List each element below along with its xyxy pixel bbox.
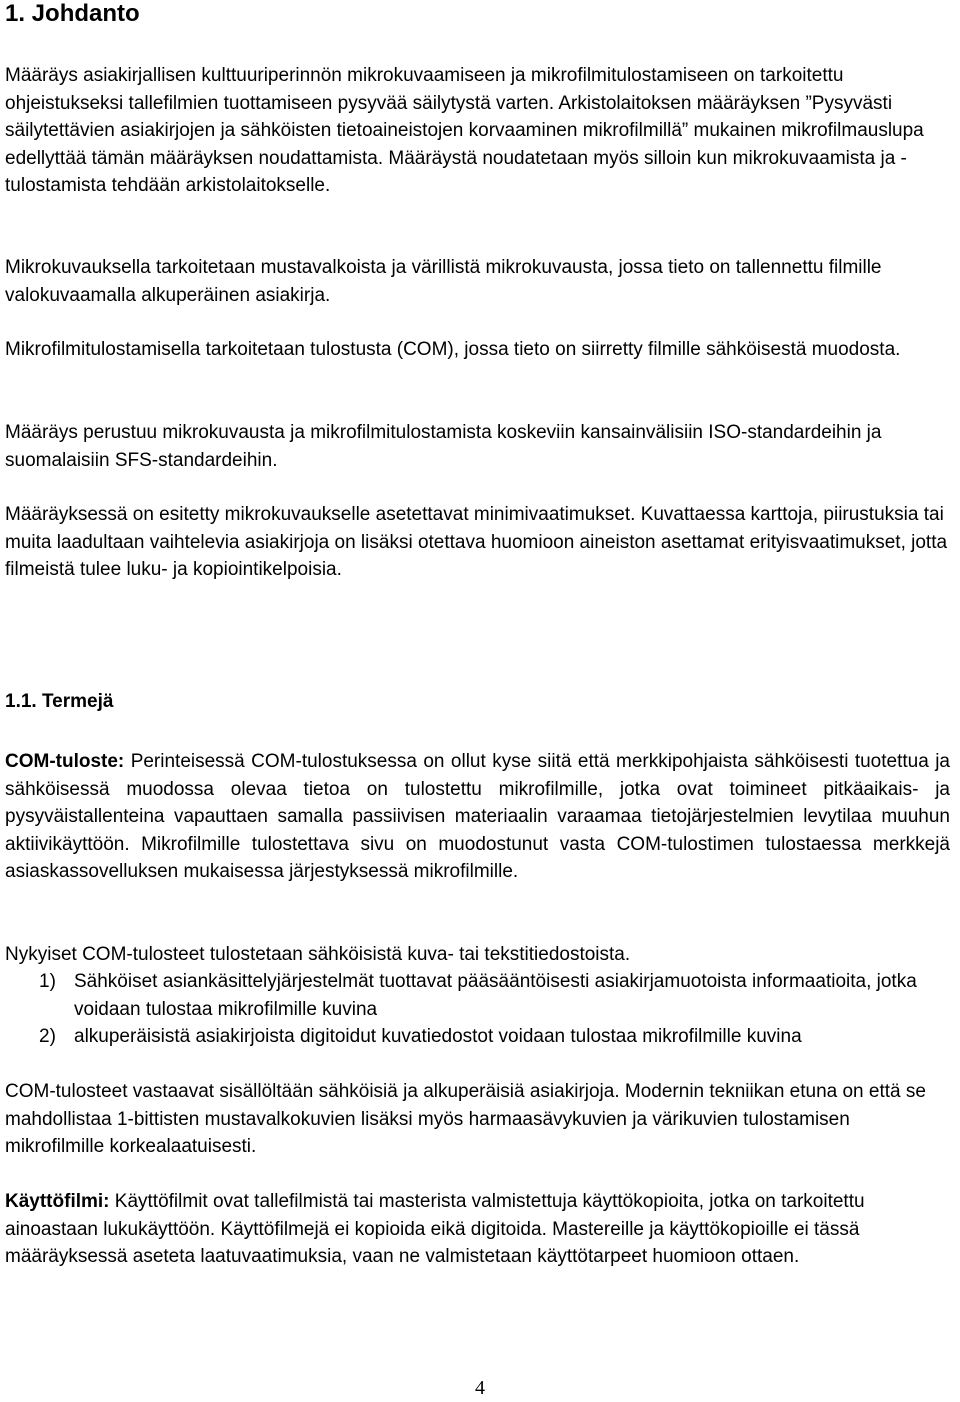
subsection-heading: 1.1. Termejä <box>5 691 114 712</box>
section-heading: 1. Johdanto <box>5 0 140 27</box>
com-after-list: COM-tulosteet vastaavat sisällöltään sähköisiä ja alkuperäisiä asiakirjoja. Modernin tekniikan etuna on että se mahdollistaa 1-bittisten mustavalkokuvien lisäksi myös harmaasävykuvien ja värikuvien tulostamisen mikrofilmille korkealaatuisesti. <box>5 1081 926 1157</box>
page-number: 4 <box>475 1377 485 1399</box>
list-item <box>5 1023 950 1051</box>
kayttofilmi-term: Käyttöfilmi: <box>5 1191 110 1212</box>
list-item-text: alkuperäisistä asiakirjoista digitoidut kuvatiedostot voidaan tulostaa mikrofilmille kuvina <box>74 1026 802 1047</box>
kayttofilmi-definition <box>5 1188 950 1271</box>
list-item-number: 2) <box>39 1026 56 1047</box>
intro-paragraph-4: Määräys perustuu mikrokuvausta ja mikrofilmitulostamista koskeviin kansainvälisiin ISO-standardeihin ja suomalaisiin SFS-standardeihin. <box>5 422 882 471</box>
intro-paragraph-2: Mikrokuvauksella tarkoitetaan mustavalkoista ja värillistä mikrokuvausta, jossa tieto on tallennettu filmille valokuvaamalla alkuperäinen asiakirja. <box>5 257 882 306</box>
com-list-intro: Nykyiset COM-tulosteet tulostetaan sähköisistä kuva- tai tekstitiedostoista. <box>5 944 631 965</box>
list-item <box>5 968 950 1023</box>
intro-paragraph-5: Määräyksessä on esitetty mikrokuvaukselle asetettavat minimivaatimukset. Kuvattaessa karttoja, piirustuksia tai muita laadultaan vaihtelevia asiakirjoja on lisäksi otettava huomioon aineiston asettamat erityisvaatimukset, jotta filmeistä tulee luku- ja kopiointikelpoisia. <box>5 504 948 580</box>
com-definition <box>5 748 950 886</box>
kayttofilmi-text: Käyttöfilmit ovat tallefilmistä tai masterista valmistettuja käyttökopioita, jotka on tarkoitettu ainoastaan lukukäyttöön. Käyttöfilmejä ei kopioida eikä digitoida. Mastereille ja käyttökopioille ei tässä määräyksessä aseteta laatuvaatimuksia, vaan ne valmistetaan käyttötarpeet huomioon ottaen. <box>5 1191 865 1267</box>
intro-paragraph-3: Mikrofilmitulostamisella tarkoitetaan tulostusta (COM), jossa tieto on siirretty filmille sähköisestä muodosta. <box>5 339 901 360</box>
intro-paragraph-1: Määräys asiakirjallisen kulttuuriperinnön mikrokuvaamiseen ja mikrofilmitulostamiseen on tarkoitettu ohjeistukseksi tallefilmien tuottamiseen pysyvää säilytystä varten. Arkistolaitoksen määräyksen ”Pysyvästi säilytettävien asiakirjojen ja sähköisten tietoaineistojen korvaaminen mikrofilmillä” mukainen mikrofilmauslupa edellyttää tämän määräyksen noudattamista. Määräystä noudatetaan myös silloin kun mikrokuvaamista ja -tulostamista tehdään arkistolaitokselle. <box>5 65 924 196</box>
com-term: COM-tuloste: <box>5 751 125 772</box>
com-text: Perinteisessä COM-tulostuksessa on ollut kyse siitä että merkkipohjaista sähköisesti tuotettua ja sähköisessä muodossa olevaa tietoa on tulostettu mikrofilmille, jotka ovat toimineet pitkäaikais- ja pysyväistallenteina vapauttaen samalla passiivisen materiaalin varaamaa tietojärjestelmien levytilaa muuhun aktiivikäyttöön. Mikrofilmille tulostettava sivu on muodostunut vasta COM-tulostimen tulostaessa merkkejä asiaskassovelluksen mukaisessa järjestyksessä mikrofilmille. <box>5 751 950 882</box>
com-list <box>5 968 950 1051</box>
list-item-number: 1) <box>39 971 56 992</box>
list-item-text: Sähköiset asiankäsittelyjärjestelmät tuottavat pääsääntöisesti asiakirjamuotoista informaatioita, jotka voidaan tulostaa mikrofilmille kuvina <box>74 971 917 1020</box>
